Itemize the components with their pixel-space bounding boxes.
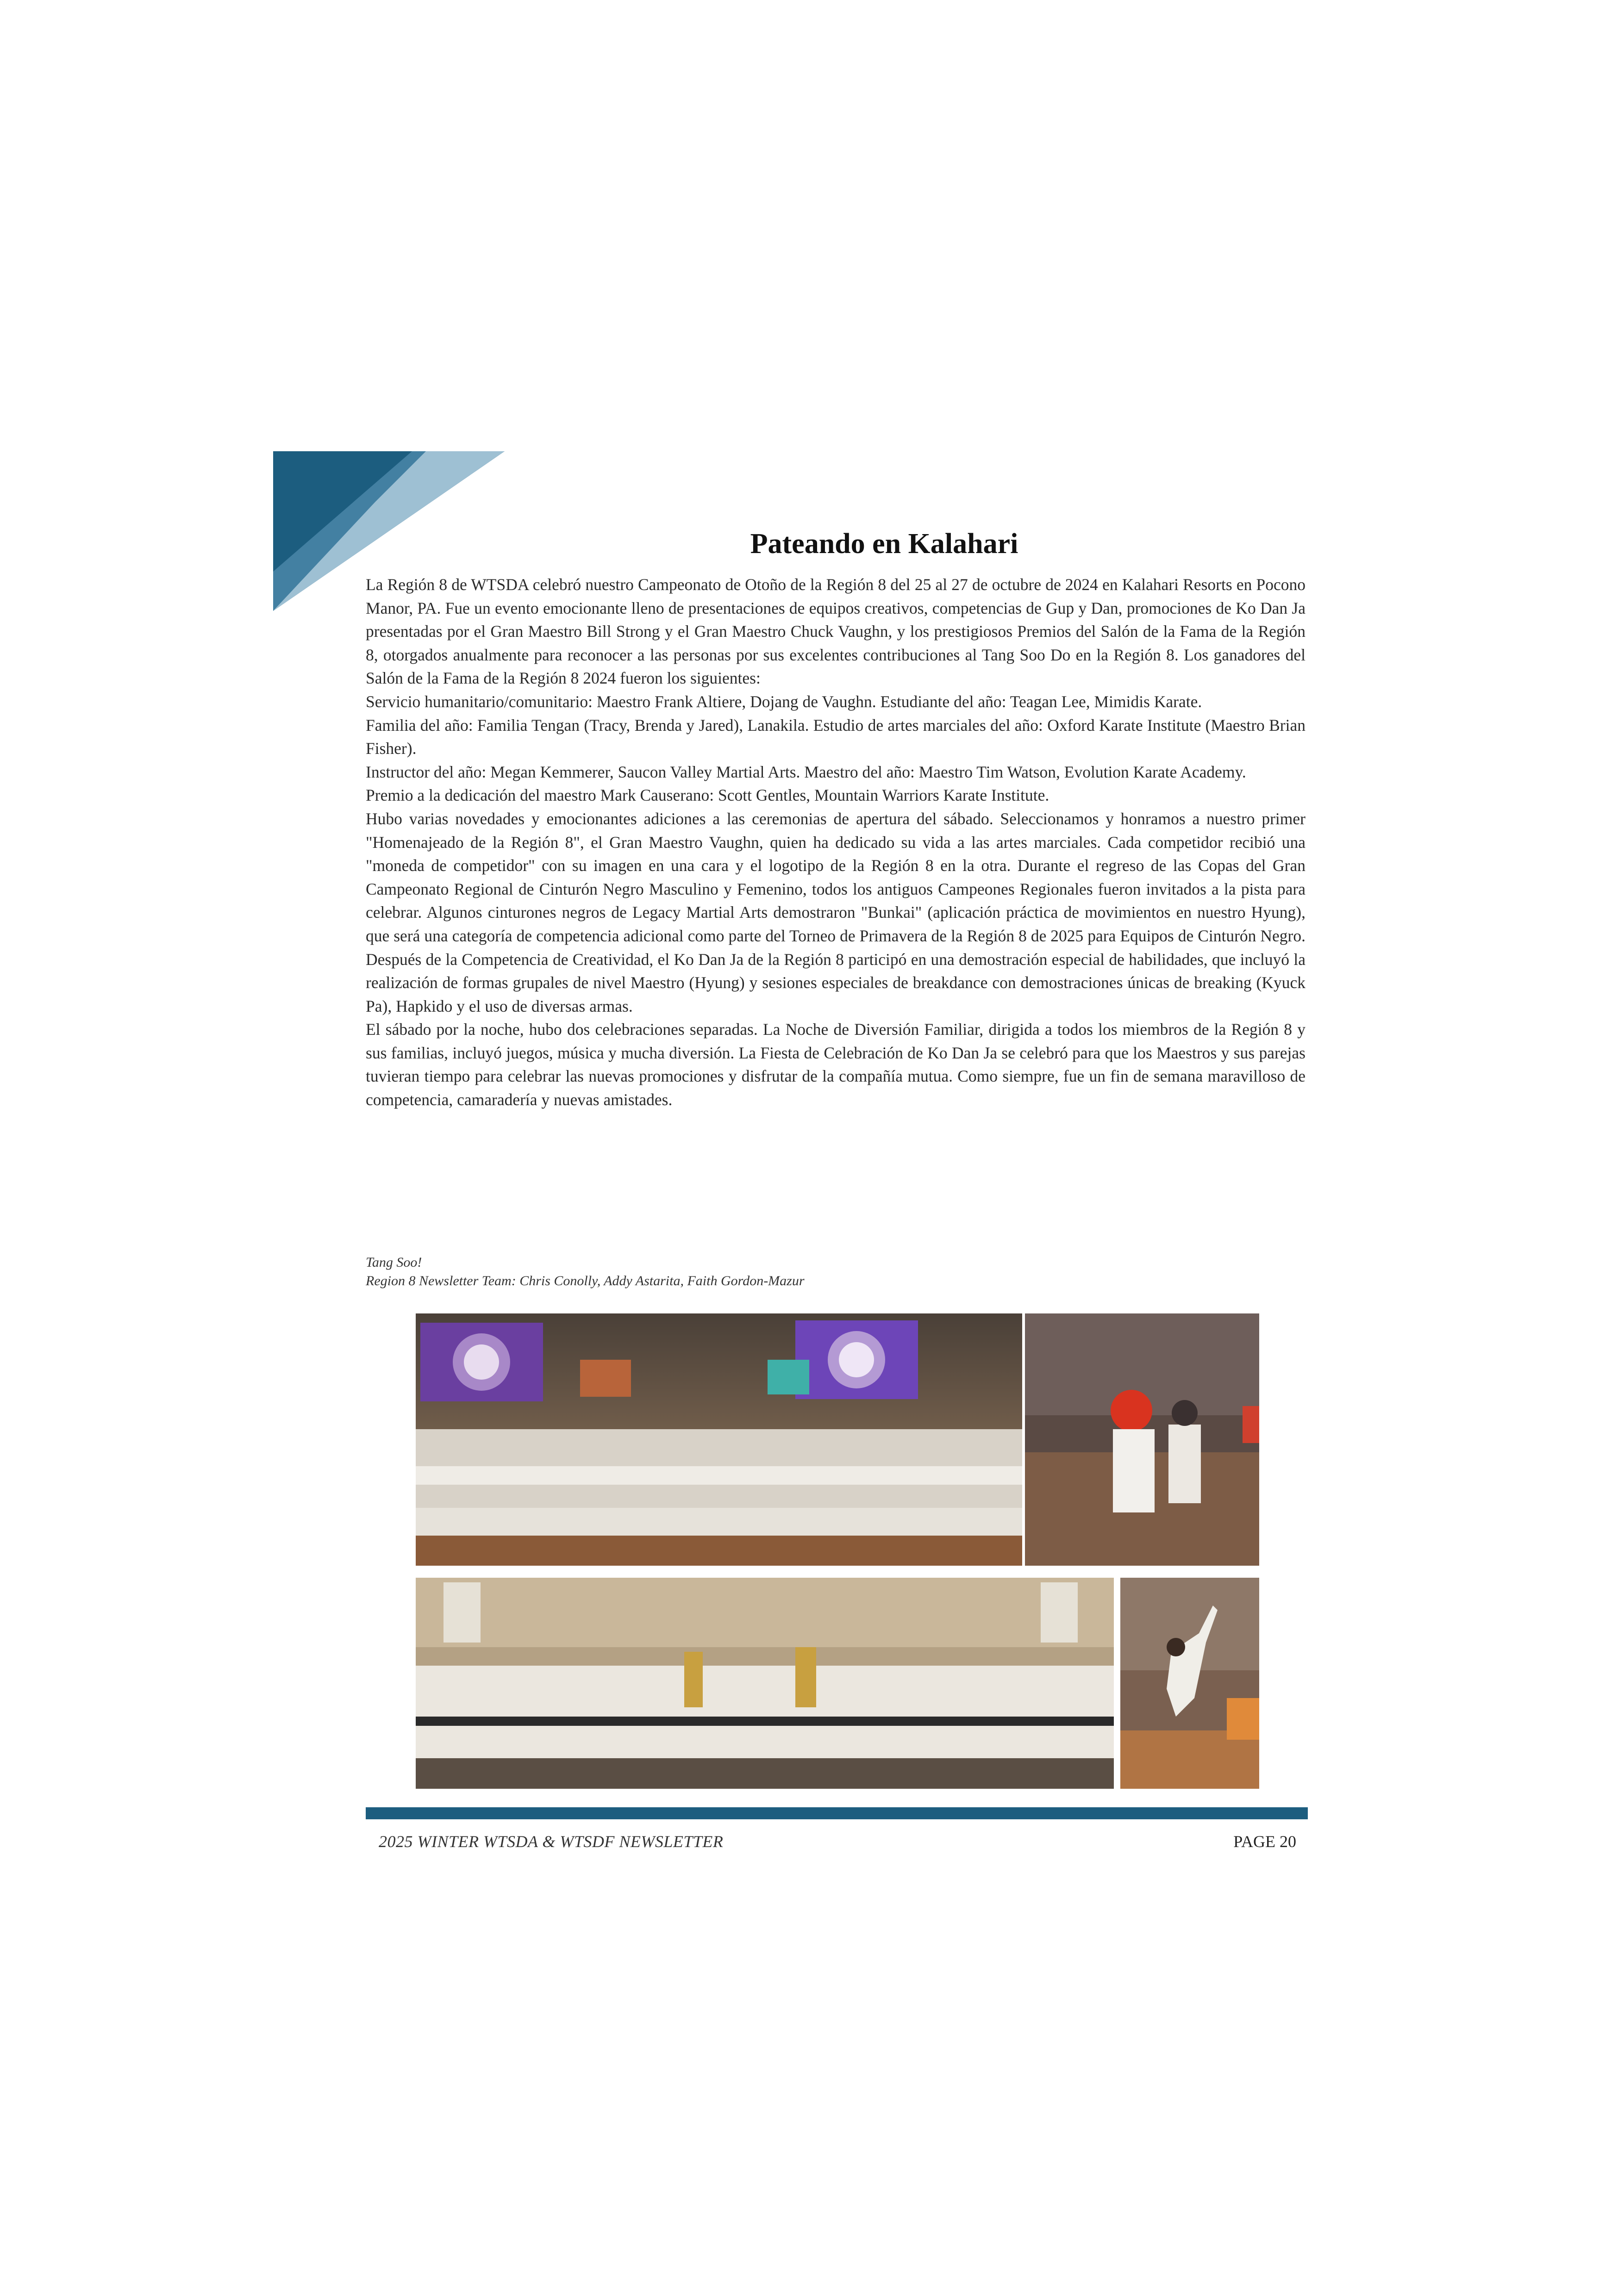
paragraph-awards-1: Servicio humanitario/comunitario: Maestro Frank Altiere, Dojang de Vaughn. Estudiante del año: Teagan Lee, Mimidis Karate. — [366, 692, 1202, 711]
paragraph-intro: La Región 8 de WTSDA celebró nuestro Campeonato de Otoño de la Región 8 del 25 al 27 de octubre de 2024 en Kalahari Resorts en Pocono Manor, PA. Fue un evento emocionante lleno de presentaciones de equipos creativos, competencias de Gup y Dan, promociones de Ko Dan Ja presentadas por el Gran Maestro Bill Strong y el Gran Maestro Chuck Vaughn, y los prestigiosos Premios del Salón de la Fama de la Región 8, otorgados anualmente para reconocer a las personas por sus excelentes contribuciones al Tang Soo Do en la Región 8. Los ganadores del Salón de la Fama de la Región 8 2024 fueron los siguientes: — [366, 575, 1305, 688]
sparring-photo — [1025, 1313, 1259, 1566]
group-photo-ballroom — [416, 1313, 1022, 1566]
paragraph-ceremonies: Hubo varias novedades y emocionantes adiciones a las ceremonias de apertura del sábado. Seleccionamos y honramos a nuestro primer "Homenajeado de la Región 8", el Gran Maestro Vaughn, quien ha dedicado su vida a las artes marciales. Cada competidor recibió una "moneda de competidor" con su imagen en una cara y el logotipo de la Región 8 en la otra. Durante el regreso de las Copas del Gran Campeonato Regional de Cinturón Negro Masculino y Femenino, todos los antiguos Campeones Regionales fueron invitados a la pista para celebrar. Algunos cinturones negros de Legacy Martial Arts demostraron "Bunkai" (aplicación práctica de movimientos en nuestro Hyung), que será una categoría de competencia adicional como parte del Torneo de Primavera de la Región 8 de 2025 para Equipos de Cinturón Negro. Después de la Competencia de Creatividad, el Ko Dan Ja de la Región 8 participó en una demostración especial de habilidades, que incluyó la realización de formas grupales de nivel Maestro (Hyung) y sesiones especiales de breakdance con demostraciones únicas de breaking (Kyuck Pa), Hapkido y el uso de diversas armas. — [366, 809, 1305, 1015]
flying-kick-photo — [1120, 1578, 1259, 1789]
signoff-block — [366, 1253, 805, 1290]
page-number: PAGE 20 — [1233, 1832, 1296, 1851]
paragraph-awards-2: Familia del año: Familia Tengan (Tracy, Brenda y Jared), Lanakila. Estudio de artes marciales del año: Oxford Karate Institute (Maestro Brian Fisher). — [366, 716, 1305, 758]
paragraph-celebrations: El sábado por la noche, hubo dos celebraciones separadas. La Noche de Diversión Familiar, dirigida a todos los miembros de la Región 8 y sus familias, incluyó juegos, música y mucha diversión. La Fiesta de Celebración de Ko Dan Ja se celebró para que los Maestros y sus parejas tuvieran tiempo para celebrar las nuevas promociones y disfrutar de la compañía mutua. Como siempre, fue un fin de semana maravilloso de competencia, camaradería y nuevas amistades. — [366, 1020, 1305, 1109]
article-body — [366, 573, 1305, 1112]
signoff: Tang Soo! — [366, 1255, 422, 1270]
article-title: Pateando en Kalahari — [750, 528, 1018, 560]
paragraph-awards-4: Premio a la dedicación del maestro Mark Causerano: Scott Gentles, Mountain Warriors Karate Institute. — [366, 786, 1049, 805]
paragraph-awards-3: Instructor del año: Megan Kemmerer, Saucon Valley Martial Arts. Maestro del año: Maestro Tim Watson, Evolution Karate Academy. — [366, 762, 1246, 781]
footer-rule — [366, 1807, 1308, 1819]
footer-publication: 2025 WINTER WTSDA & WTSDF NEWSLETTER — [379, 1832, 724, 1851]
team-credit: Region 8 Newsletter Team: Chris Conolly, Addy Astarita, Faith Gordon-Mazur — [366, 1273, 805, 1288]
award-recipients-photo — [416, 1578, 1114, 1789]
